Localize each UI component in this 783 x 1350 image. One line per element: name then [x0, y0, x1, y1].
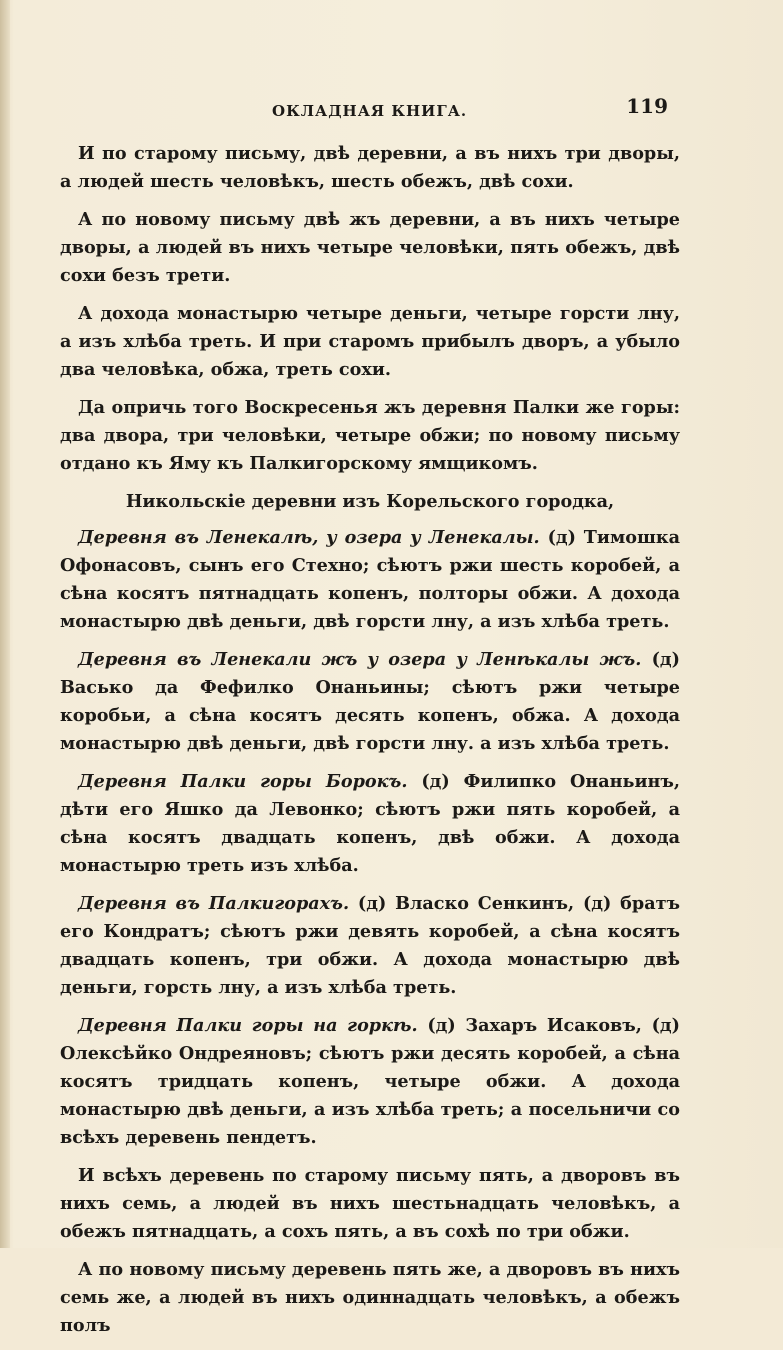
paragraph: [60, 300, 680, 384]
paragraph: [60, 768, 680, 880]
body-text: [60, 140, 680, 1350]
paragraph: [60, 1256, 680, 1340]
page-gutter: [0, 0, 10, 1248]
paragraph: [60, 890, 680, 1002]
paragraph-text: И всѣхъ деревень по старому письму пять, а дворовъ въ нихъ семь, а людей въ нихъ шестьнадцать человѣкъ, а обежъ пятнадцать, а сохъ пять, а въ сохѣ по три обжи.: [60, 1165, 680, 1242]
paragraph: [60, 646, 680, 758]
paragraph: [60, 1162, 680, 1246]
paragraph-text: Да опричь того Воскресенья жъ деревня Палки же горы: два двора, три человѣки, четыре обжи; по новому письму отдано къ Яму къ Палкигорскому ямщикомъ.: [60, 397, 680, 474]
paragraph: [60, 524, 680, 636]
paragraph-text: А по новому письму двѣ жъ деревни, а въ нихъ четыре дворы, а людей въ нихъ четыре человѣки, пять обежъ, двѣ сохи безъ трети.: [60, 209, 680, 286]
village-heading: Деревня въ Палкигорахъ.: [78, 893, 350, 914]
paragraph-text: (д) Васько да Фефилко Онаньины; сѣютъ ржи четыре коробьи, а сѣна косятъ десять копенъ, обжа. А дохода монастырю двѣ деньги, двѣ горсти лну. а изъ хлѣба треть.: [60, 649, 680, 754]
paragraph: [60, 206, 680, 290]
subtitle-text: Никольскіе деревни изъ Корельского городка,: [125, 491, 615, 512]
paragraph-text: (д) Власко Сенкинъ, (д) братъ его Кондратъ; сѣютъ ржи девять коробей, а сѣна косятъ двадцать копенъ, три обжи. А дохода монастырю двѣ деньги, горсть лну, а изъ хлѣба треть.: [60, 893, 680, 998]
section-subtitle: [60, 488, 680, 516]
paragraph-text: А по новому письму деревень пять же, а дворовъ въ нихъ семь же, а людей въ нихъ одиннадцать человѣкъ, а обежъ полъ: [60, 1259, 680, 1336]
paragraph-text: (д) Захаръ Исаковъ, (д) Олексѣйко Ондреяновъ; сѣютъ ржи десять коробей, а сѣна косятъ тридцать копенъ, четыре обжи. А дохода монастырю двѣ деньги, а изъ хлѣба треть; а посельничи со всѣхъ деревень пендетъ.: [60, 1015, 680, 1148]
village-heading: Деревня Палки горы Борокъ.: [78, 771, 408, 792]
paragraph: [60, 140, 680, 196]
paragraph-text: И по старому письму, двѣ деревни, а въ нихъ три дворы, а людей шесть человѣкъ, шесть обежъ, двѣ сохи.: [60, 143, 680, 192]
running-title: ОКЛАДНАЯ КНИГА.: [272, 102, 468, 120]
paragraph-text: (д) Филипко Онаньинъ, дѣти его Яшко да Левонко; сѣютъ ржи пять коробей, а сѣна косятъ двадцать копенъ, двѣ обжи. А дохода монастырю треть изъ хлѣба.: [60, 771, 680, 876]
paragraph: [60, 394, 680, 478]
page-number: 119: [626, 94, 668, 118]
paragraph: [60, 1012, 680, 1152]
page-header: [60, 94, 670, 124]
village-heading: Деревня въ Ленекали жъ у озера у Ленѣкалы жъ.: [78, 649, 642, 670]
village-heading: Деревня въ Ленекалѣ, у озера у Ленекалы.: [78, 527, 540, 548]
village-heading: Деревня Палки горы на горкѣ.: [78, 1015, 418, 1036]
paragraph-text: (д) Тимошка Офонасовъ, сынъ его Стехно; сѣютъ ржи шесть коробей, а сѣна косятъ пятнадцать копенъ, полторы обжи. А дохода монастырю двѣ деньги, двѣ горсти лну, а изъ хлѣба треть.: [60, 527, 680, 632]
paragraph-text: А дохода монастырю четыре деньги, четыре горсти лну, а изъ хлѣба треть. И при старомъ прибылъ дворъ, а убыло два человѣка, обжа, треть сохи.: [60, 303, 680, 380]
